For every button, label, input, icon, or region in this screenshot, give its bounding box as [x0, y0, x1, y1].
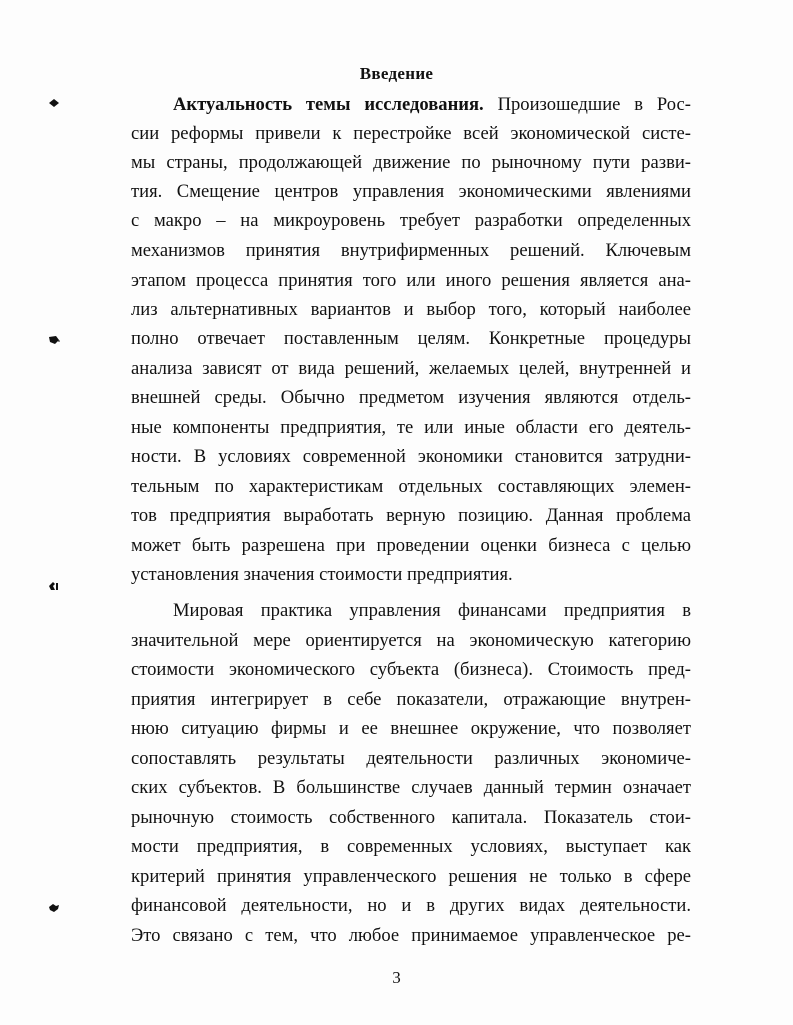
text-line: стоимости экономического субъекта (бизнеса). Стоимость пред- — [131, 659, 691, 680]
text-line: лиз альтернативных вариантов и выбор того, который наиболее — [131, 299, 691, 320]
paragraph-lead: Актуальность темы исследования. — [173, 94, 484, 115]
page-number: 3 — [392, 968, 401, 987]
text-line: приятия интегрирует в себе показатели, отражающие внутрен- — [131, 689, 691, 710]
text-line: значительной мере ориентируется на экономическую категорию — [131, 630, 691, 651]
text-line: Это связано с тем, что любое принимаемое управленческое ре- — [131, 925, 691, 946]
margin-mark-3 — [48, 580, 60, 590]
text-line: критерий принятия управленческого решения не только в сфере — [131, 866, 691, 887]
text-line: тия. Смещение центров управления экономическими явлениями — [131, 181, 691, 202]
text-line: мы страны, продолжающей движение по рыночному пути разви- — [131, 152, 691, 173]
text-line: анализа зависят от вида решений, желаемых целей, внутренней и — [131, 358, 691, 379]
text-line: Мировая практика управления финансами предприятия в — [173, 600, 691, 621]
text-line: полно отвечает поставленным целям. Конкретные процедуры — [131, 328, 691, 349]
section-heading: Введение — [359, 64, 434, 83]
text-line: с макро – на микроуровень требует разработки определенных — [131, 210, 691, 231]
text-line: этапом процесса принятия того или иного решения является ана- — [131, 270, 691, 291]
text-line: сопоставлять результаты деятельности различных экономиче- — [131, 748, 691, 769]
text-line — [173, 94, 691, 116]
text-line: нюю ситуацию фирмы и ее внешнее окружение, что позволяет — [131, 718, 691, 739]
text-line: ских субъектов. В большинстве случаев данный термин означает — [131, 777, 691, 798]
text-line: может быть разрешена при проведении оценки бизнеса с целью — [131, 535, 691, 556]
text-line: тельным по характеристикам отдельных составляющих элемен- — [131, 476, 691, 497]
text-line: ности. В условиях современной экономики становится затрудни- — [131, 446, 691, 467]
text-line: установления значения стоимости предприятия. — [131, 564, 513, 585]
margin-mark-1 — [48, 98, 60, 108]
text-line: финансовой деятельности, но и в других видах деятельности. — [131, 895, 691, 916]
text-line: сии реформы привели к перестройке всей экономической систе- — [131, 123, 691, 144]
text-line: мости предприятия, в современных условиях, выступает как — [131, 836, 691, 857]
text-line: тов предприятия выработать верную позицию. Данная проблема — [131, 505, 691, 526]
margin-mark-2 — [48, 335, 60, 345]
text-line: механизмов принятия внутрифирменных решений. Ключевым — [131, 240, 691, 261]
text-line: рыночную стоимость собственного капитала. Показатель стои- — [131, 807, 691, 828]
text-line: внешней среды. Обычно предметом изучения являются отдель- — [131, 387, 691, 408]
paragraph-text: Произошедшие в Рос- — [483, 94, 691, 115]
margin-mark-4 — [48, 903, 60, 913]
text-line: ные компоненты предприятия, те или иные области его деятель- — [131, 417, 691, 438]
